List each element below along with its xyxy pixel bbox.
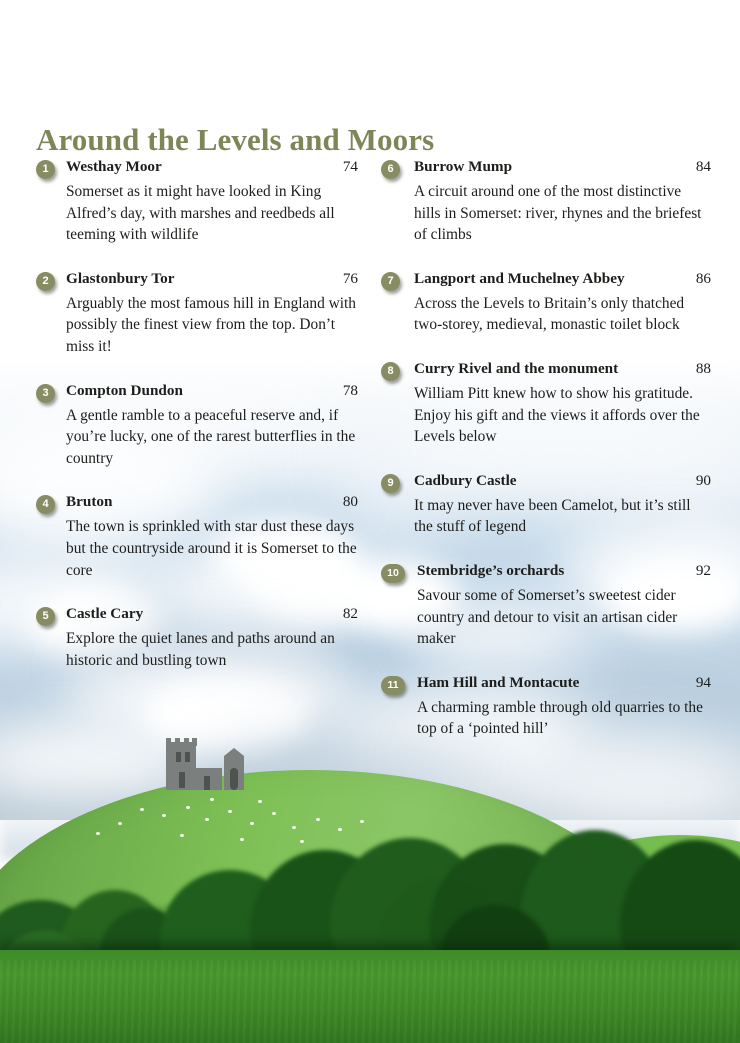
contents-column-right xyxy=(381,158,711,764)
entry-description: A gentle ramble to a peaceful reserve and, if you’re lucky, one of the rarest butterflies in the country xyxy=(66,406,356,467)
meadow-texture xyxy=(0,960,740,1043)
entry-header xyxy=(381,562,711,584)
sheep xyxy=(162,814,166,817)
entry-number-badge: 8 xyxy=(381,362,400,381)
entry-description: The town is sprinkled with star dust these days but the countryside around it is Somerset to the core xyxy=(66,518,357,579)
entry-title[interactable]: Burrow Mump xyxy=(414,158,513,175)
entry-page-number: 76 xyxy=(342,269,358,287)
sheep xyxy=(205,818,209,821)
entry-page-number: 80 xyxy=(342,493,358,511)
contents-entry[interactable] xyxy=(36,382,358,470)
entry-page-number: 82 xyxy=(342,605,358,623)
entry-title[interactable]: Compton Dundon xyxy=(66,381,183,399)
entry-header xyxy=(36,270,358,292)
entry-description: A circuit around one of the most distinctive hills in Somerset: river, rhynes and the briefest of climbs xyxy=(414,183,702,244)
contents-entry[interactable] xyxy=(381,158,711,246)
entry-page-number: 86 xyxy=(695,269,711,287)
entry-description: Arguably the most famous hill in England with possibly the finest view from the top. Don’t miss it! xyxy=(66,294,356,355)
entry-page-number: 88 xyxy=(695,359,711,377)
entry-description: Across the Levels to Britain’s only thatched two-storey, medieval, monastic toilet block xyxy=(414,294,685,334)
contents-entry[interactable] xyxy=(381,674,711,740)
entry-title[interactable]: Stembridge’s orchards xyxy=(417,561,565,579)
entry-header xyxy=(381,158,711,180)
sheep xyxy=(360,820,364,823)
entry-title[interactable]: Curry Rivel and the monument xyxy=(414,359,619,377)
entry-header xyxy=(381,472,711,494)
entry-header xyxy=(381,674,711,696)
entry-page-number: 84 xyxy=(695,158,711,175)
contents-entry[interactable] xyxy=(381,360,711,448)
entry-header xyxy=(381,360,711,382)
contents-entry[interactable] xyxy=(381,562,711,650)
entry-number-badge: 5 xyxy=(36,607,55,626)
entry-header xyxy=(36,493,358,515)
entry-number-badge: 2 xyxy=(36,272,55,291)
entry-number-badge: 3 xyxy=(36,384,55,403)
entry-page-number: 90 xyxy=(695,471,711,489)
ruined-church-icon xyxy=(152,728,272,798)
contents-entry[interactable] xyxy=(36,158,358,246)
sheep xyxy=(118,822,122,825)
entry-number-badge: 9 xyxy=(381,474,400,493)
entry-description: Somerset as it might have looked in King Alfred’s day, with marshes and reedbeds all teeming with wildlife xyxy=(66,183,335,244)
sheep xyxy=(292,826,296,829)
entry-page-number: 78 xyxy=(342,381,358,399)
entry-header xyxy=(381,270,711,292)
entry-number-badge: 11 xyxy=(381,676,405,695)
page-title: Around the Levels and Moors xyxy=(36,121,435,157)
entry-number-badge: 7 xyxy=(381,272,400,291)
entry-title[interactable]: Westhay Moor xyxy=(66,158,162,175)
contents-column-left xyxy=(36,158,358,695)
sheep xyxy=(316,818,320,821)
entry-title[interactable]: Bruton xyxy=(66,493,113,511)
entry-title[interactable]: Langport and Muchelney Abbey xyxy=(414,269,625,287)
entry-header xyxy=(36,605,358,627)
entry-title[interactable]: Ham Hill and Montacute xyxy=(417,673,580,691)
entry-number-badge: 10 xyxy=(381,564,405,583)
sheep xyxy=(210,798,214,801)
entry-description: William Pitt knew how to show his gratitude. Enjoy his gift and the views it affords over the Levels below xyxy=(414,384,700,446)
entry-header xyxy=(36,158,358,180)
entry-description: A charming ramble through old quarries to the top of a ‘pointed hill’ xyxy=(417,698,703,738)
contents-entry[interactable] xyxy=(36,493,358,581)
entry-page-number: 92 xyxy=(695,561,711,579)
entry-description: Explore the quiet lanes and paths around an historic and bustling town xyxy=(66,630,335,669)
sheep xyxy=(272,812,276,815)
entry-header xyxy=(36,382,358,404)
contents-entry[interactable] xyxy=(36,270,358,358)
sheep xyxy=(140,808,144,811)
sheep xyxy=(228,810,232,813)
sheep xyxy=(258,800,262,803)
entry-number-badge: 6 xyxy=(381,160,400,179)
contents-entry[interactable] xyxy=(381,270,711,336)
entry-title[interactable]: Cadbury Castle xyxy=(414,471,517,489)
sheep xyxy=(250,822,254,825)
entry-page-number: 94 xyxy=(695,673,711,691)
contents-entry[interactable] xyxy=(36,605,358,671)
entry-number-badge: 4 xyxy=(36,495,55,514)
contents-entry[interactable] xyxy=(381,472,711,538)
sheep xyxy=(186,806,190,809)
entry-page-number: 74 xyxy=(342,158,358,175)
entry-title[interactable]: Castle Cary xyxy=(66,605,144,623)
entry-title[interactable]: Glastonbury Tor xyxy=(66,269,175,287)
entry-number-badge: 1 xyxy=(36,160,55,179)
entry-description: It may never have been Camelot, but it’s still the stuff of legend xyxy=(414,496,691,536)
entry-description: Savour some of Somerset’s sweetest cider country and detour to visit an artisan cider maker xyxy=(417,586,678,648)
